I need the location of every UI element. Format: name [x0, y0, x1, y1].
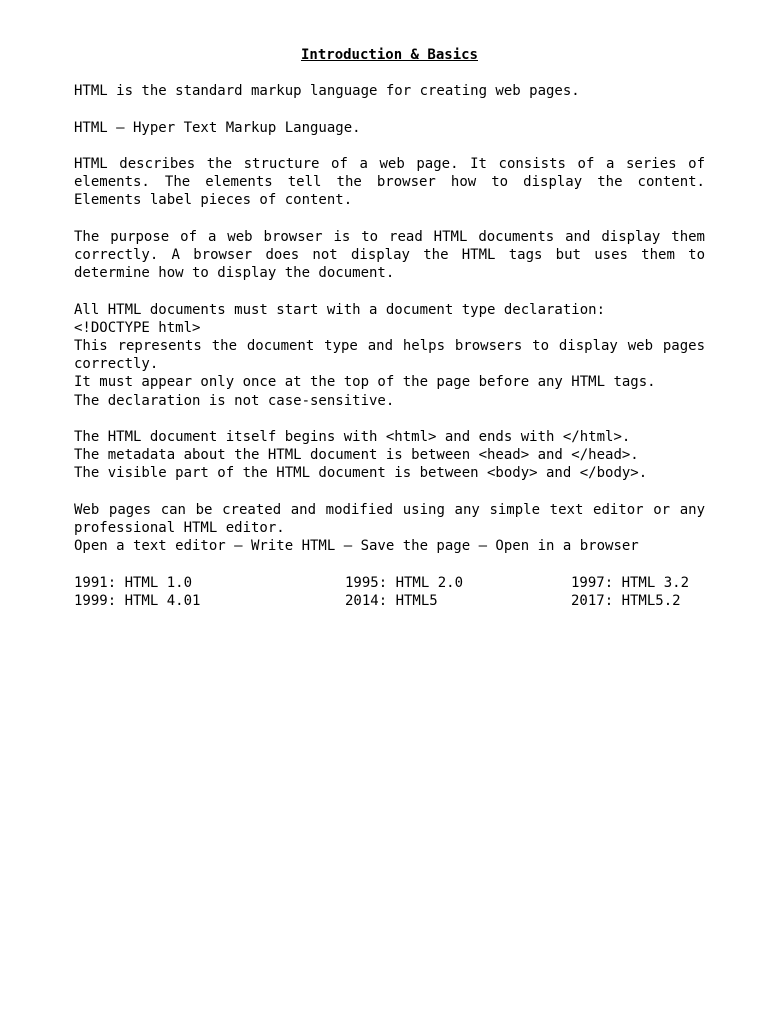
structure-line-2: The metadata about the HTML document is between <head> and </head>. [74, 447, 639, 464]
structure-line-3: The visible part of the HTML document is between <body> and </body>. [74, 465, 648, 482]
editors-line-1: Web pages can be created and modified using any simple text editor or any professional HTML editor. [74, 501, 705, 536]
version-row [74, 592, 705, 610]
spacer [74, 282, 705, 300]
paragraph-doctype [74, 301, 705, 410]
paragraph-acronym: HTML – Hyper Text Markup Language. [74, 119, 361, 136]
editors-line-2: Open a text editor – Write HTML – Save the page – Open in a browser [74, 538, 639, 555]
doctype-line-5: The declaration is not case-sensitive. [74, 392, 395, 409]
paragraph-browser: The purpose of a web browser is to read HTML documents and display them correctly. A browser does not display the HTML tags but uses them to determine how to display the document. [74, 228, 705, 282]
paragraph-structure: HTML describes the structure of a web page. It consists of a series of elements. The elements tell the browser how to display the content. Elements label pieces of content. [74, 155, 705, 209]
spacer [74, 555, 705, 573]
document-title: Introduction & Basics [300, 47, 478, 63]
structure-line-1: The HTML document itself begins with <html> and ends with </html>. [74, 428, 631, 445]
document-page [74, 46, 705, 610]
paragraph-document-structure [74, 428, 705, 483]
version-entry: 2017: HTML5.2 [571, 592, 681, 609]
paragraph-editors [74, 501, 705, 556]
doctype-line-4: It must appear only once at the top of the page before any HTML tags. [74, 374, 656, 391]
version-entry: 2014: HTML5 [345, 592, 438, 609]
version-entry: 1991: HTML 1.0 [74, 574, 193, 591]
version-entry: 1999: HTML 4.01 [74, 592, 201, 609]
doctype-line-3: This represents the document type and helps browsers to display web pages correctly. [74, 337, 705, 373]
spacer [74, 64, 705, 82]
version-history [74, 574, 705, 610]
doctype-line-1: All HTML documents must start with a document type declaration: [74, 301, 606, 318]
spacer [74, 410, 705, 428]
spacer [74, 100, 705, 118]
version-entry: 1997: HTML 3.2 [571, 574, 690, 591]
paragraph-intro: HTML is the standard markup language for creating web pages. [74, 83, 580, 100]
version-entry: 1995: HTML 2.0 [345, 574, 464, 591]
spacer [74, 137, 705, 155]
spacer [74, 210, 705, 228]
version-row [74, 574, 705, 592]
spacer [74, 483, 705, 501]
doctype-code: <!DOCTYPE html> [74, 319, 201, 336]
